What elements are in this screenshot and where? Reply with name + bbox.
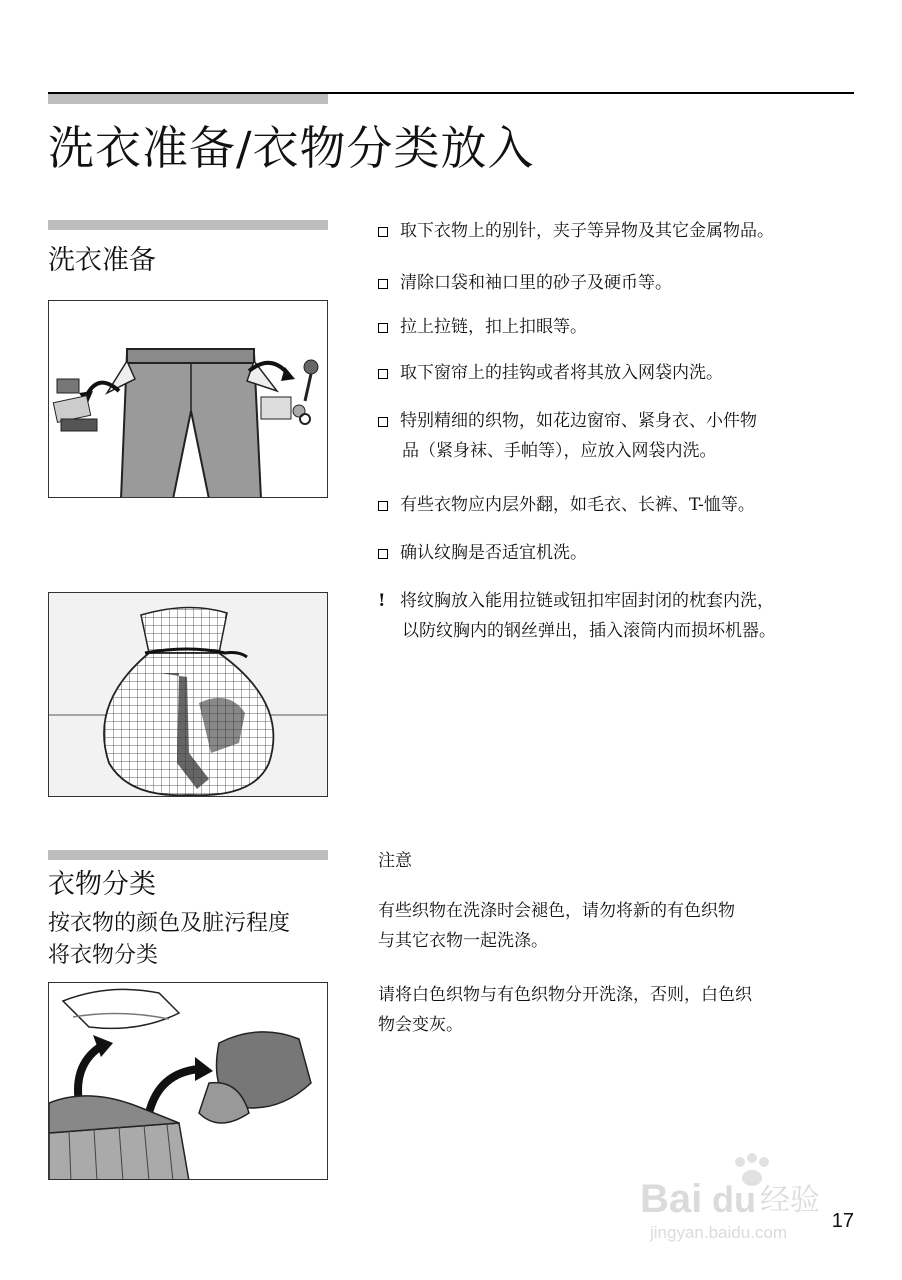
warning-icon: ! <box>378 591 386 611</box>
checkbox-icon <box>378 369 388 379</box>
checkbox-icon <box>378 323 388 333</box>
watermark-brand-tail: du <box>712 1179 756 1220</box>
checkbox-icon <box>378 279 388 289</box>
section-prep-title: 洗衣准备 <box>48 245 156 276</box>
list-item: 取下衣物上的别针，夹子等异物及其它金属物品。 <box>378 216 878 246</box>
list-item: 拉上拉链，扣上扣眼等。 <box>378 312 878 342</box>
warning-item: ! 将纹胸放入能用拉链或钮扣牢固封闭的枕套内洗， <box>378 586 878 616</box>
list-item: 清除口袋和袖口里的砂子及硬币等。 <box>378 268 878 298</box>
trousers-illustration <box>48 300 328 498</box>
note-paragraph-2: 请将白色织物与有色织物分开洗涤，否则，白色织 物会变灰。 <box>378 985 752 1035</box>
note-paragraph-1: 有些织物在洗涤时会褪色，请勿将新的有色织物 与其它衣物一起洗涤。 <box>378 901 735 951</box>
section-sort-bar <box>48 850 328 860</box>
note-heading: 注意 <box>378 851 412 871</box>
section-sort-subtitle: 按衣物的颜色及脏污程度 将衣物分类 <box>48 911 291 968</box>
watermark-jingyan: 经验 <box>760 1184 820 1217</box>
checkbox-icon <box>378 227 388 237</box>
section-prep-bar <box>48 220 328 230</box>
watermark-url: jingyan.baidu.com <box>650 1223 788 1242</box>
warning-item-continuation: 以防纹胸内的钢丝弹出，插入滚筒内而损坏机器。 <box>402 621 776 641</box>
title-accent-bar <box>48 94 328 104</box>
page-title: 洗衣准备/衣物分类放入 <box>48 121 535 175</box>
section-sort-title: 衣物分类 <box>48 869 156 900</box>
sorting-illustration <box>48 982 328 1180</box>
list-item-continuation: 品（紧身袜、手帕等），应放入网袋内洗。 <box>402 441 717 461</box>
list-item: 有些衣物应内层外翻，如毛衣、长裤、T-恤等。 <box>378 490 878 520</box>
list-item: 取下窗帘上的挂钩或者将其放入网袋内洗。 <box>378 358 878 388</box>
trousers-icon <box>49 301 328 498</box>
mesh-bag-icon <box>49 593 328 797</box>
checkbox-icon <box>378 549 388 559</box>
list-item: 特别精细的织物，如花边窗帘、紧身衣、小件物 <box>378 406 878 436</box>
checkbox-icon <box>378 417 388 427</box>
watermark-brand: Bai <box>640 1177 703 1221</box>
laundry-bag-illustration <box>48 592 328 797</box>
list-item: 确认纹胸是否适宜机洗。 <box>378 538 878 568</box>
page-number: 17 <box>831 1210 854 1232</box>
laundry-basket-icon <box>49 983 328 1180</box>
checkbox-icon <box>378 501 388 511</box>
baidu-watermark-logo <box>640 1150 860 1245</box>
